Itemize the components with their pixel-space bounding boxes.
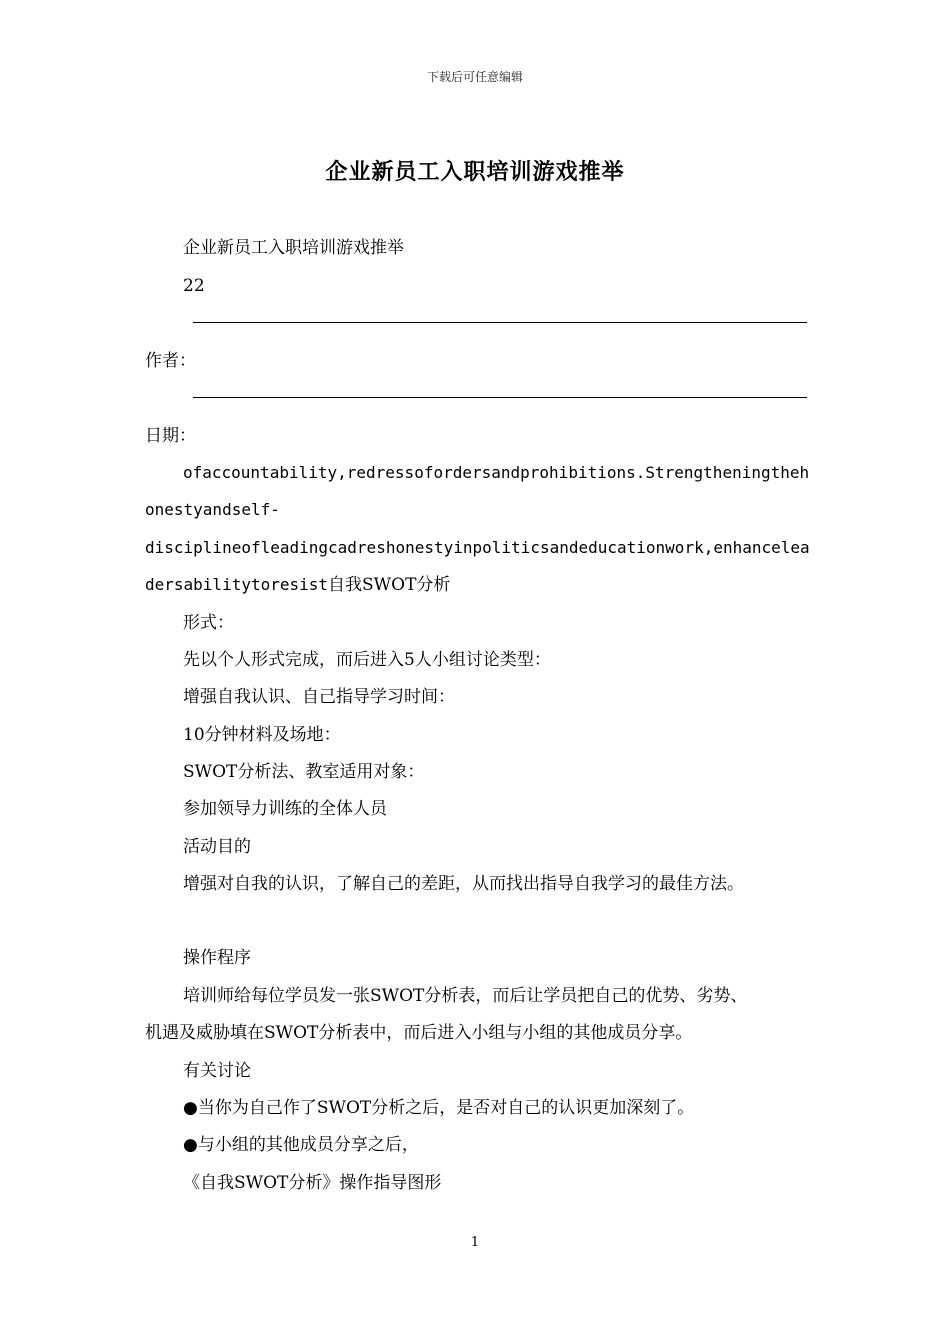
paragraph-line [145,574,825,596]
paragraph-line: onestyandself- [145,500,280,519]
paragraph-line: 增强自我认识、自己指导学习时间： [183,687,455,707]
section-heading: 自我SWOT分析 [328,575,451,595]
paragraph-line: SWOT分析法、教室适用对象： [183,762,425,782]
paragraph-line: 机遇及威胁填在SWOT分析表中，而后进入小组与小组的其他成员分享。 [145,1023,693,1043]
paragraph-line: ofaccountability,redressofordersandprohibitions.Strengtheningtheh [183,463,810,482]
paragraph-fragment: dersabilitytoresist [145,575,329,594]
paragraph-line: 增强对自我的认识，了解自己的差距，从而找出指导自我学习的最佳方法。 [183,874,744,894]
section-heading: 有关讨论 [183,1061,251,1081]
page-number: 1 [470,1235,480,1250]
paragraph-line: 参加领导力训练的全体人员 [183,799,387,819]
subtitle-line: 企业新员工入职培训游戏推举 [183,238,404,258]
divider-line [193,397,807,398]
number-line: 22 [183,276,205,296]
date-label: 日期： [145,426,196,446]
document-title: 企业新员工入职培训游戏推举 [325,159,625,185]
divider-line [193,322,807,323]
section-heading: 活动目的 [183,837,251,857]
bullet-item: ●与小组的其他成员分享之后， [183,1135,419,1155]
paragraph-line: 培训师给每位学员发一张SWOT分析表，而后让学员把自己的优势、劣势、 [183,986,748,1006]
paragraph-line: disciplineofleadingcadreshonestyinpoliticsandeducationwork,enhancelea [145,538,810,557]
author-label: 作者： [145,351,196,371]
section-heading: 操作程序 [183,948,251,968]
paragraph-line: 10分钟材料及场地： [183,725,341,745]
page-header: 下载后可任意编辑 [426,70,523,84]
bullet-item: ●当你为自己作了SWOT分析之后，是否对自己的认识更加深刻了。 [183,1098,695,1118]
figure-caption: 《自我SWOT分析》操作指导图形 [183,1173,442,1193]
paragraph-line: 形式： [183,613,234,633]
paragraph-line: 先以个人形式完成，而后进入5人小组讨论类型： [183,650,551,670]
